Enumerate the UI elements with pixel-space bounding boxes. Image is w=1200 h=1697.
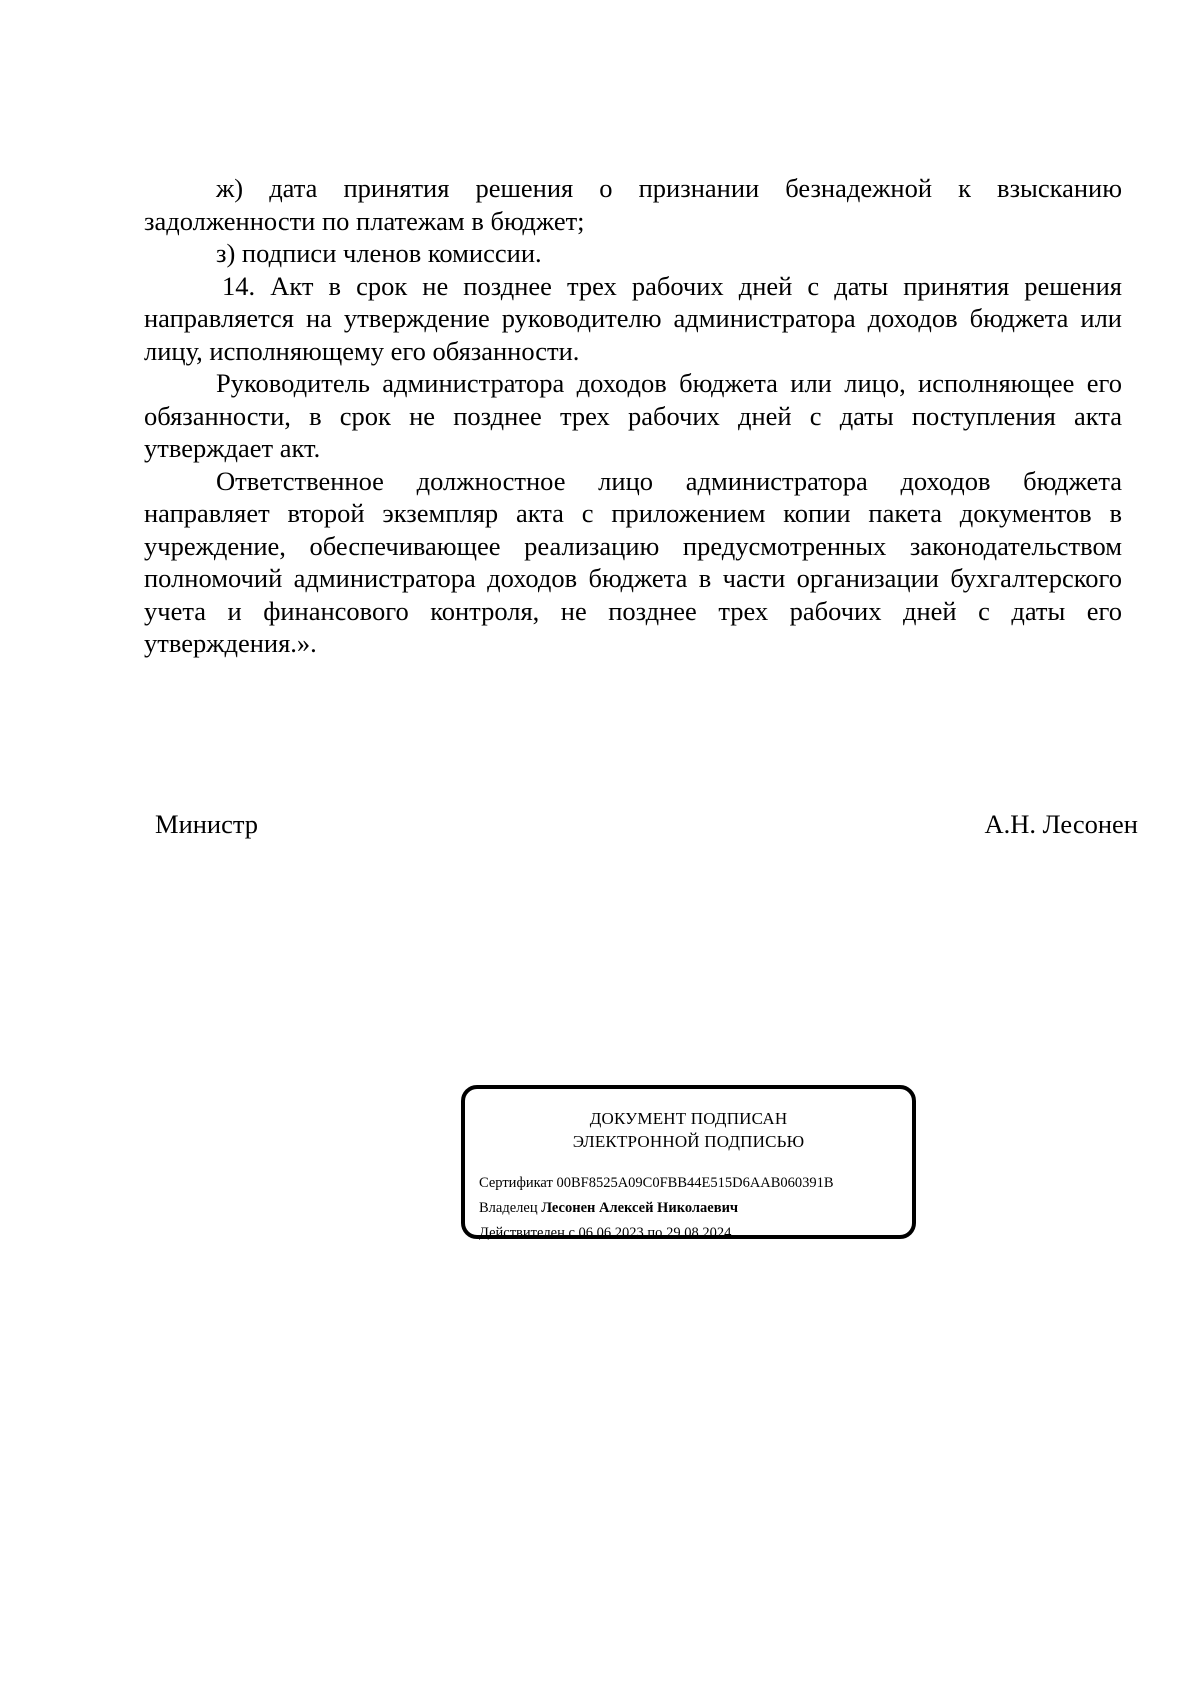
paragraph-head-approval: Руководитель администратора доходов бюджета или лицо, исполняющее его обязанности, в срок не позднее трех рабочих дней с даты поступления акта утверждает акт. [144, 368, 1122, 463]
electronic-signature-stamp [461, 1085, 916, 1239]
owner-value: Лесонен Алексей Николаевич [541, 1200, 739, 1216]
valid-to-date: 29.08.2024 [666, 1225, 732, 1241]
stamp-title-line-1: ДОКУМЕНТ ПОДПИСАН [589, 1109, 788, 1128]
paragraph-responsible-official: Ответственное должностное лицо администратора доходов бюджета направляет второй экземпляр акта с приложением копии пакета документов в учреждение, обеспечивающее реализацию предусмотренных законодательством полномочий администратора доходов бюджета в части организации бухгалтерского учета и финансового контроля, не позднее трех рабочих дней с даты его утверждения.». [144, 465, 1122, 658]
signatory-position: Министр [155, 809, 259, 839]
document-body [144, 172, 1122, 660]
valid-label: Действителен [479, 1225, 565, 1241]
certificate-value: 00BF8525A09C0FBB44E515D6AAB060391B [556, 1175, 834, 1191]
owner-label: Владелец [479, 1200, 538, 1216]
certificate-label: Сертификат [479, 1175, 553, 1191]
stamp-owner-line [479, 1196, 834, 1221]
paragraph-item-z: з) подписи членов комиссии. [216, 238, 542, 268]
valid-from-label: с [568, 1225, 575, 1241]
stamp-title-line-2: ЭЛЕКТРОННОЙ ПОДПИСЬЮ [572, 1132, 805, 1151]
stamp-certificate-line [479, 1171, 834, 1196]
valid-to-label: по [647, 1225, 663, 1241]
stamp-validity-line [479, 1221, 834, 1246]
valid-from-date: 06.06.2023 [578, 1225, 644, 1241]
paragraph-item-zh: ж) дата принятия решения о признании безнадежной к взысканию задолженности по платежам в бюджет; [144, 173, 1122, 236]
stamp-details [479, 1171, 834, 1246]
paragraph-item-14: 14. Акт в срок не позднее трех рабочих дней с даты принятия решения направляется на утверждение руководителю администратора доходов бюджета или лицу, исполняющему его обязанности. [144, 270, 1122, 366]
stamp-title [465, 1107, 912, 1153]
signatory-name: А.Н. Лесонен [984, 809, 1138, 839]
